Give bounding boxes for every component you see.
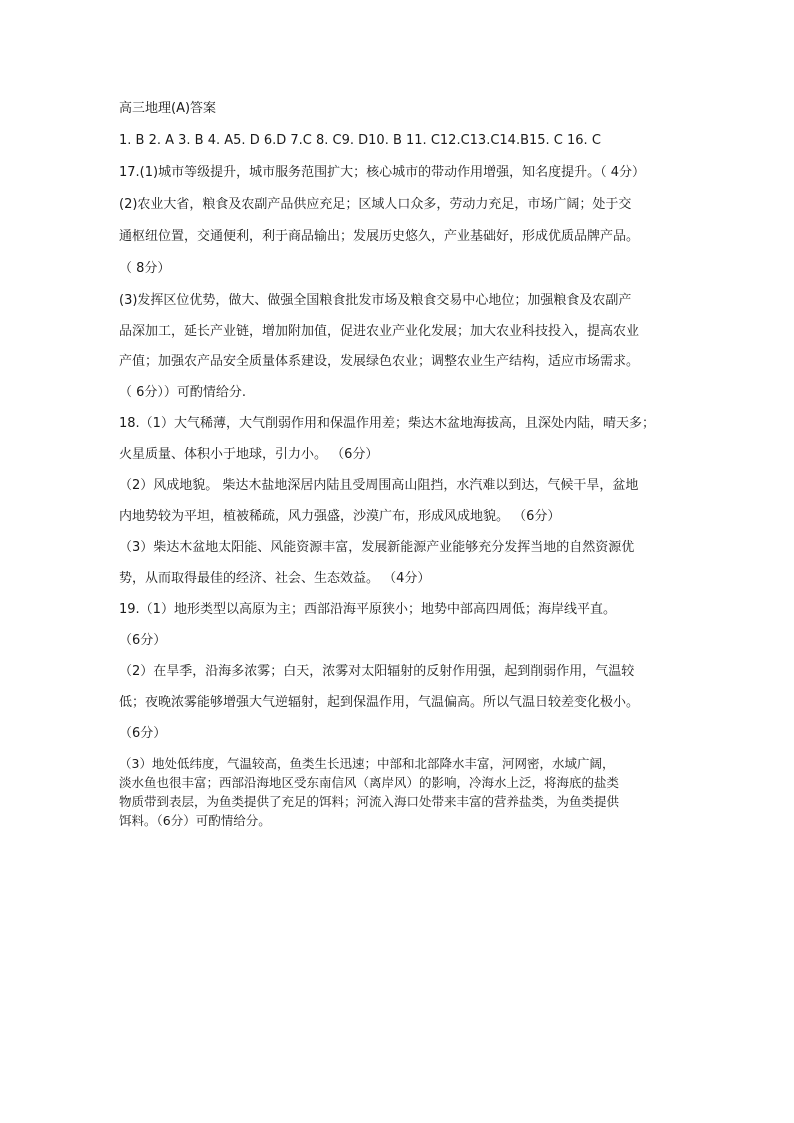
answer-line-17-3a: (3)发挥区位优势，做大、做强全国粮食批发市场及粮食交易中心地位；加强粮食及农副产 xyxy=(119,293,632,308)
answer-line-18-1a: 18.（1）大气稀薄，大气削弱作用和保温作用差；柴达木盆地海拔高，且深处内陆，晴天多； xyxy=(119,416,655,431)
answer-line-17-2b: 通枢纽位置，交通便利，利于商品输出；发展历史悠久，产业基础好，形成优质品牌产品。 xyxy=(119,229,640,244)
answer-line-18-2a: （2）风成地貌。 柴达木盐地深居内陆且受周围高山阻挡，水汽难以到达，气候干旱，盆地 xyxy=(119,478,639,493)
answer-line-18-3b: 势，从而取得最佳的经济、社会、生态效益。 （4分） xyxy=(119,571,431,586)
document-title: 高三地理(A)答案 xyxy=(119,101,217,116)
answer-line-17-3c: 产值；加强农产品安全质量体系建设，发展绿色农业；调整农业生产结构，适应市场需求。 xyxy=(119,354,640,369)
answer-line-19-2-score: （6分） xyxy=(119,726,167,741)
answer-line-mc: 1. B 2. A 3. B 4. A5. D 6.D 7.C 8. C9. D10. B 11. C12.C13.C14.B15. C 16. C xyxy=(119,133,601,148)
answer-line-17-2a: (2)农业大省，粮食及农副产品供应充足；区域人口众多，劳动力充足，市场广阔；处于交 xyxy=(119,197,632,212)
answer-line-19-2a: （2）在旱季，沿海多浓雾；白天，浓雾对太阳辐射的反射作用强，起到削弱作用，气温较 xyxy=(119,664,635,679)
answer-line-19-3b: 淡水鱼也很丰富；西部沿海地区受东南信风（离岸风）的影响，冷海水上泛，将海底的盐类 xyxy=(119,775,620,790)
answer-line-19-3a: （3）地处低纬度，气温较高，鱼类生长迅速；中部和北部降水丰富，河网密，水域广阔， xyxy=(119,756,615,771)
answer-line-19-1-score: （6分） xyxy=(119,633,167,648)
answer-line-18-1b: 火星质量、体积小于地球，引力小。 （6分） xyxy=(119,447,379,462)
answer-line-19-3c: 物质带到表层，为鱼类提供了充足的饵料；河流入海口处带来丰富的营养盐类，为鱼类提供 xyxy=(119,794,620,809)
answer-line-19-2b: 低；夜晚浓雾能够增强大气逆辐射，起到保温作用，气温偏高。所以气温日较差变化极小。 xyxy=(119,695,640,710)
answer-line-17-1: 17.(1)城市等级提升，城市服务范围扩大；核心城市的带动作用增强，知名度提升。（ 4分） xyxy=(119,165,645,180)
answer-line-17-2-score: （ 8分） xyxy=(119,261,171,276)
answer-line-18-2b: 内地势较为平坦，植被稀疏，风力强盛，沙漠广布，形成风成地貌。 （6分） xyxy=(119,509,561,524)
answer-line-19-3d: 饵料。（6分）可酌情给分。 xyxy=(119,813,271,828)
answer-line-18-3a: （3）柴达木盆地太阳能、风能资源丰富，发展新能源产业能够充分发挥当地的自然资源优 xyxy=(119,540,635,555)
answer-line-19-1a: 19.（1）地形类型以高原为主；西部沿海平原狭小；地势中部高四周低；海岸线平直。 xyxy=(119,602,616,617)
answer-line-17-3b: 品深加工，延长产业链，增加附加值，促进农业产业化发展；加大农业科技投入，提高农业 xyxy=(119,324,640,339)
answer-line-17-3-score: （ 6分））可酌情给分. xyxy=(119,385,247,400)
